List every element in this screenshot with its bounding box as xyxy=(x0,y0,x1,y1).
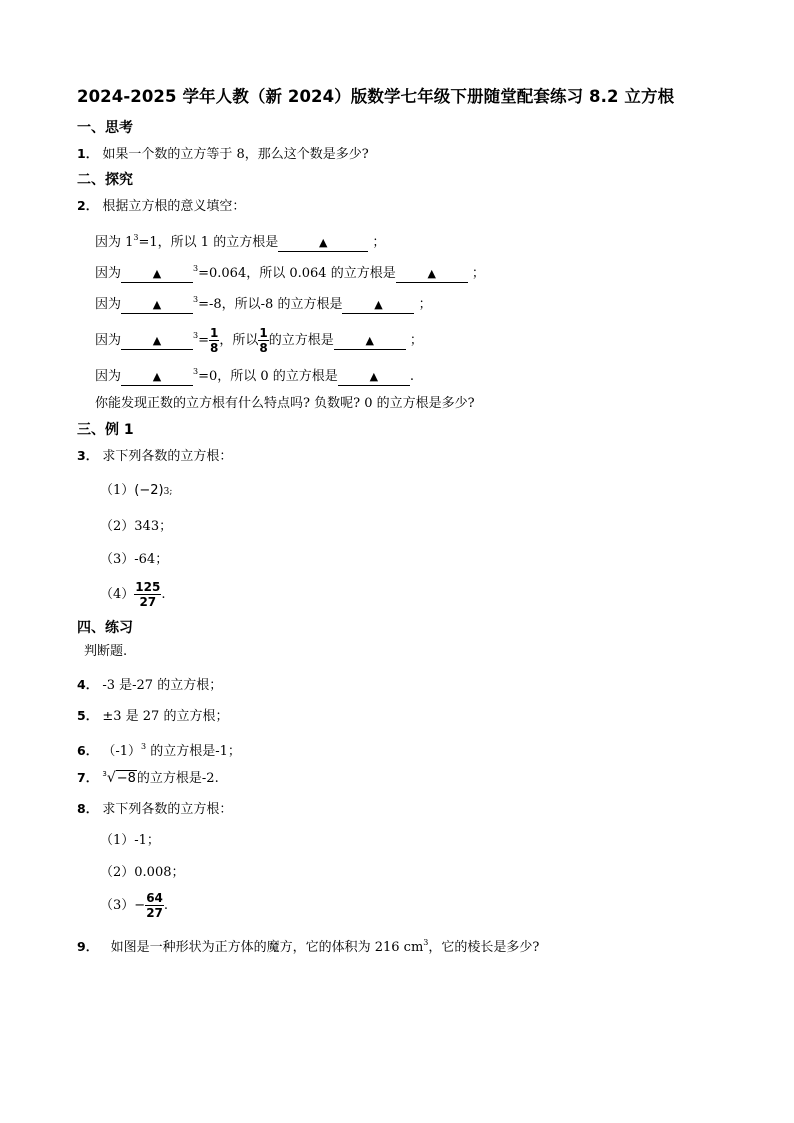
item-label: （1） xyxy=(100,483,135,498)
denominator: 8 xyxy=(210,341,219,355)
question-text: 如果一个数的立方等于 8，那么这个数是多少? xyxy=(102,147,369,162)
denominator: 27 xyxy=(146,906,163,920)
row-text: = xyxy=(198,333,210,348)
q8-item-3 xyxy=(100,889,168,923)
denominator: 27 xyxy=(139,595,157,609)
answer-blank[interactable]: ▲ xyxy=(121,369,193,386)
radicand: −8 xyxy=(116,771,136,786)
denominator: 8 xyxy=(259,341,268,355)
page-title: 2024-2025 学年人教（新 2024）版数学七年级下册随堂配套练习 8.2 立方根 xyxy=(77,87,675,106)
exponent: 3 xyxy=(193,367,199,376)
question-3 xyxy=(77,447,232,466)
answer-blank[interactable]: ▲ xyxy=(121,333,193,350)
q3-item-1 xyxy=(100,482,172,501)
practice-intro: 判断题. xyxy=(84,644,128,659)
question-number: 4． xyxy=(77,677,99,692)
math-expression: (−2) xyxy=(134,483,164,498)
radical-sign: √ xyxy=(106,770,116,786)
row-punct: ； xyxy=(372,235,386,250)
item-label: （4） xyxy=(100,587,135,602)
row-text: 因为 xyxy=(95,297,122,312)
q8-item-2: （2）0.008； xyxy=(100,865,185,880)
answer-blank[interactable]: ▲ xyxy=(121,266,193,283)
question-number: 1． xyxy=(77,146,99,161)
row-punct: . xyxy=(163,898,169,913)
fraction-125-27 xyxy=(134,580,161,609)
question-number: 2． xyxy=(77,198,99,213)
row-text: 因为 xyxy=(95,369,122,384)
exponent: 3; xyxy=(163,487,173,497)
fraction-one-eighth xyxy=(258,326,268,355)
answer-blank[interactable]: ▲ xyxy=(396,266,468,283)
question-text: 求下列各数的立方根： xyxy=(102,802,233,817)
question-text: ±3 是 27 的立方根； xyxy=(102,709,229,724)
exponent: 3 xyxy=(193,331,199,340)
row-text: =-8，所以-8 的立方根是 xyxy=(198,297,343,312)
fill-row-3 xyxy=(95,291,432,314)
answer-blank[interactable]: ▲ xyxy=(121,297,193,314)
question-number: 7． xyxy=(77,770,99,785)
question-text: 根据立方根的意义填空： xyxy=(102,199,246,214)
row-text: 因为 xyxy=(95,333,122,348)
exponent: 3 xyxy=(133,233,139,242)
question-6 xyxy=(77,738,241,761)
row-punct: ； xyxy=(409,333,423,348)
row-punct: ； xyxy=(418,297,432,312)
row-punct: . xyxy=(161,587,166,602)
answer-blank[interactable]: ▲ xyxy=(278,235,368,252)
row-text: =0，所以 0 的立方根是 xyxy=(198,369,338,384)
fill-row-4 xyxy=(95,322,423,355)
numerator: 125 xyxy=(135,580,161,594)
question-number: 6． xyxy=(77,743,99,758)
question-7 xyxy=(77,769,219,789)
answer-blank[interactable]: ▲ xyxy=(342,297,414,314)
question-number: 9． xyxy=(77,939,99,954)
question-text: 的立方根是-1； xyxy=(146,744,241,759)
q8-item-1: （1）-1； xyxy=(100,833,160,848)
explore-question: 你能发现正数的立方根有什么特点吗? 负数呢? 0 的立方根是多少? xyxy=(95,396,475,411)
question-8 xyxy=(77,800,232,819)
question-text: 的立方根是-2. xyxy=(136,771,219,786)
q3-item-2: （2）343； xyxy=(100,519,173,534)
exponent: 3 xyxy=(141,742,147,751)
row-text: =0.064，所以 0.064 的立方根是 xyxy=(198,266,396,281)
q3-item-4 xyxy=(100,578,165,612)
question-5 xyxy=(77,707,228,726)
section-heading-example: 三、例 1 xyxy=(77,422,134,438)
row-punct: ； xyxy=(471,266,485,281)
question-number: 5． xyxy=(77,708,99,723)
section-heading-think: 一、思考 xyxy=(77,120,133,136)
exponent: 3 xyxy=(423,938,429,947)
question-9 xyxy=(77,934,539,957)
section-heading-explore: 二、探究 xyxy=(77,172,133,188)
section-heading-practice: 四、练习 xyxy=(77,620,133,636)
question-number: 8． xyxy=(77,801,99,816)
question-text: -3 是-27 的立方根； xyxy=(102,678,223,693)
question-1 xyxy=(77,145,369,164)
cube-root-expression xyxy=(102,771,137,786)
q3-item-3: （3）-64； xyxy=(100,552,169,567)
question-text: 如图是一种形状为正方体的魔方，它的体积为 216 cm xyxy=(110,940,424,955)
fill-row-1 xyxy=(95,229,385,252)
numerator: 64 xyxy=(146,891,163,905)
question-text: 求下列各数的立方根： xyxy=(102,449,233,464)
row-text: =1，所以 1 的立方根是 xyxy=(138,235,279,250)
numerator: 1 xyxy=(259,326,268,340)
question-text: （-1） xyxy=(102,744,142,759)
question-4 xyxy=(77,676,222,695)
answer-blank[interactable]: ▲ xyxy=(338,369,410,386)
row-punct: . xyxy=(409,369,414,384)
row-text: 的立方根是 xyxy=(268,333,334,348)
answer-blank[interactable]: ▲ xyxy=(334,333,406,350)
question-2 xyxy=(77,197,245,216)
fraction-one-eighth xyxy=(209,326,219,355)
root-index: 3 xyxy=(102,770,107,778)
minus-sign: − xyxy=(134,898,146,913)
row-text: ，所以 xyxy=(219,333,259,348)
fraction-64-27 xyxy=(145,891,164,920)
fill-row-2 xyxy=(95,260,485,283)
numerator: 1 xyxy=(210,326,219,340)
exponent: 3 xyxy=(193,264,199,273)
exponent: 3 xyxy=(193,295,199,304)
fill-row-5 xyxy=(95,363,414,386)
row-text: 因为 xyxy=(95,266,122,281)
item-label: （3） xyxy=(100,898,135,913)
row-text: 因为 1 xyxy=(95,235,134,250)
question-text: ，它的棱长是多少? xyxy=(428,940,540,955)
question-number: 3． xyxy=(77,448,99,463)
